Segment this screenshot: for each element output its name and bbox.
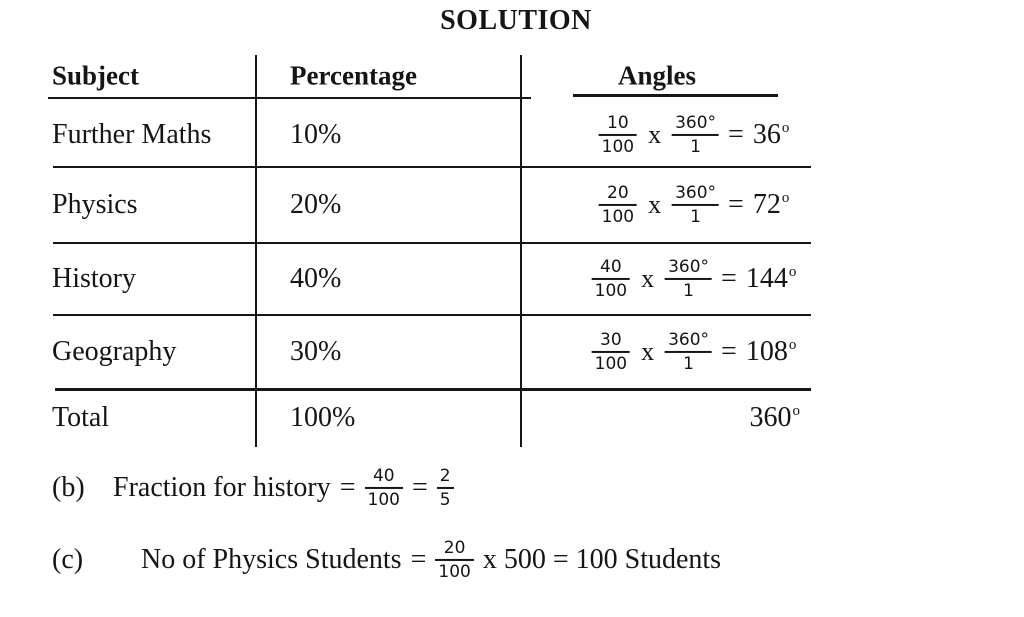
percentage-cell: 20%	[290, 189, 342, 220]
total-label: Total	[52, 402, 110, 433]
angles-header-underline	[573, 94, 778, 97]
angle-formula	[592, 330, 797, 374]
fraction-numerator: 360°	[668, 329, 710, 350]
equals-sign: =	[721, 263, 737, 294]
equals-sign: =	[339, 472, 356, 503]
multiply-operator: x	[641, 264, 655, 293]
degree-superscript: o	[788, 264, 797, 280]
fraction-denominator: 100	[594, 354, 628, 374]
equals-sign: =	[728, 119, 744, 150]
fraction-numerator: 20	[607, 182, 629, 203]
fraction	[599, 113, 637, 157]
fraction	[437, 466, 454, 510]
multiply-operator: x	[648, 190, 662, 219]
column-header-percentage: Percentage	[290, 60, 417, 91]
fraction-numerator: 40	[372, 465, 395, 486]
fraction	[435, 538, 473, 582]
fraction-bar	[672, 134, 719, 136]
fraction-numerator: 40	[600, 256, 622, 277]
equals-sign: =	[410, 544, 427, 575]
fraction	[365, 466, 403, 510]
fraction-numerator: 10	[607, 112, 629, 133]
fraction-denominator: 100	[594, 281, 628, 301]
fraction-bar	[665, 351, 712, 353]
equals-sign: =	[412, 472, 428, 503]
angle-formula	[599, 183, 790, 227]
fraction-denominator: 100	[601, 137, 635, 157]
column-header-angles: Angles	[617, 60, 697, 91]
fraction-bar	[437, 487, 454, 489]
fraction	[672, 183, 719, 227]
fraction-bar	[599, 204, 637, 206]
fraction-bar	[672, 204, 719, 206]
angle-value: 360	[749, 402, 792, 433]
percentage-cell: 30%	[290, 336, 342, 367]
total-percentage: 100%	[290, 402, 356, 433]
subject-cell: Physics	[52, 189, 138, 220]
subject-cell: Further Maths	[52, 119, 212, 150]
fraction-bar	[665, 278, 712, 280]
fraction-numerator: 360°	[675, 112, 717, 133]
row-separator-2	[53, 242, 811, 244]
multiply-operator: x	[648, 120, 662, 149]
part-c-text: No of Physics Students	[141, 544, 402, 575]
degree-superscript: o	[788, 337, 797, 353]
header-underline	[48, 97, 531, 99]
fraction-numerator: 20	[443, 537, 466, 558]
fraction	[599, 183, 637, 227]
fraction-denominator: 1	[683, 354, 694, 374]
fraction-denominator: 100	[601, 207, 635, 227]
degree-superscript: o	[792, 403, 800, 419]
fraction-numerator: 30	[600, 329, 622, 350]
fraction-denominator: 5	[439, 490, 451, 510]
fraction-denominator: 1	[690, 137, 701, 157]
multiply-operator: x	[641, 337, 655, 366]
part-b-line	[52, 466, 454, 510]
column-header-subject: Subject	[52, 60, 139, 91]
angle-value: 144	[745, 263, 788, 294]
fraction-bar	[592, 278, 630, 280]
angle-formula	[599, 113, 790, 157]
fraction-numerator: 360°	[675, 182, 717, 203]
angle-result	[753, 119, 790, 151]
angle-value: 108	[745, 336, 788, 367]
fraction-numerator: 2	[439, 465, 451, 486]
fraction-denominator: 100	[367, 490, 400, 510]
angle-result	[753, 189, 790, 221]
fraction-numerator: 360°	[668, 256, 710, 277]
page-title: SOLUTION	[440, 5, 592, 36]
degree-superscript: o	[781, 120, 790, 136]
fraction-denominator: 100	[438, 562, 471, 582]
percentage-cell: 40%	[290, 263, 342, 294]
part-c-line	[52, 538, 721, 582]
part-c-result-text: x 500 = 100 Students	[482, 544, 722, 575]
solution-table	[0, 55, 1024, 455]
part-b-label: (b)	[52, 472, 85, 503]
fraction-bar	[592, 351, 630, 353]
row-separator-1	[53, 166, 811, 168]
fraction-denominator: 1	[683, 281, 694, 301]
fraction-denominator: 1	[690, 207, 701, 227]
degree-superscript: o	[781, 190, 790, 206]
percentage-cell: 10%	[290, 119, 342, 150]
fraction	[665, 257, 712, 301]
total-separator	[55, 388, 811, 391]
equals-sign: =	[728, 189, 744, 220]
fraction	[665, 330, 712, 374]
row-separator-3	[53, 314, 811, 316]
fraction-bar	[365, 487, 403, 489]
fraction	[672, 113, 719, 157]
fraction-bar	[435, 559, 473, 561]
fraction	[592, 257, 630, 301]
fraction	[592, 330, 630, 374]
angle-result	[746, 336, 797, 368]
angle-result	[746, 263, 797, 295]
total-angle	[750, 402, 801, 434]
angle-value: 36	[752, 119, 781, 150]
subject-cell: History	[52, 263, 136, 294]
subject-cell: Geography	[52, 336, 177, 367]
equals-sign: =	[721, 336, 737, 367]
part-b-text: Fraction for history	[113, 472, 331, 503]
angle-formula	[592, 257, 797, 301]
part-c-label: (c)	[52, 544, 84, 575]
fraction-bar	[599, 134, 637, 136]
angle-value: 72	[752, 189, 781, 220]
